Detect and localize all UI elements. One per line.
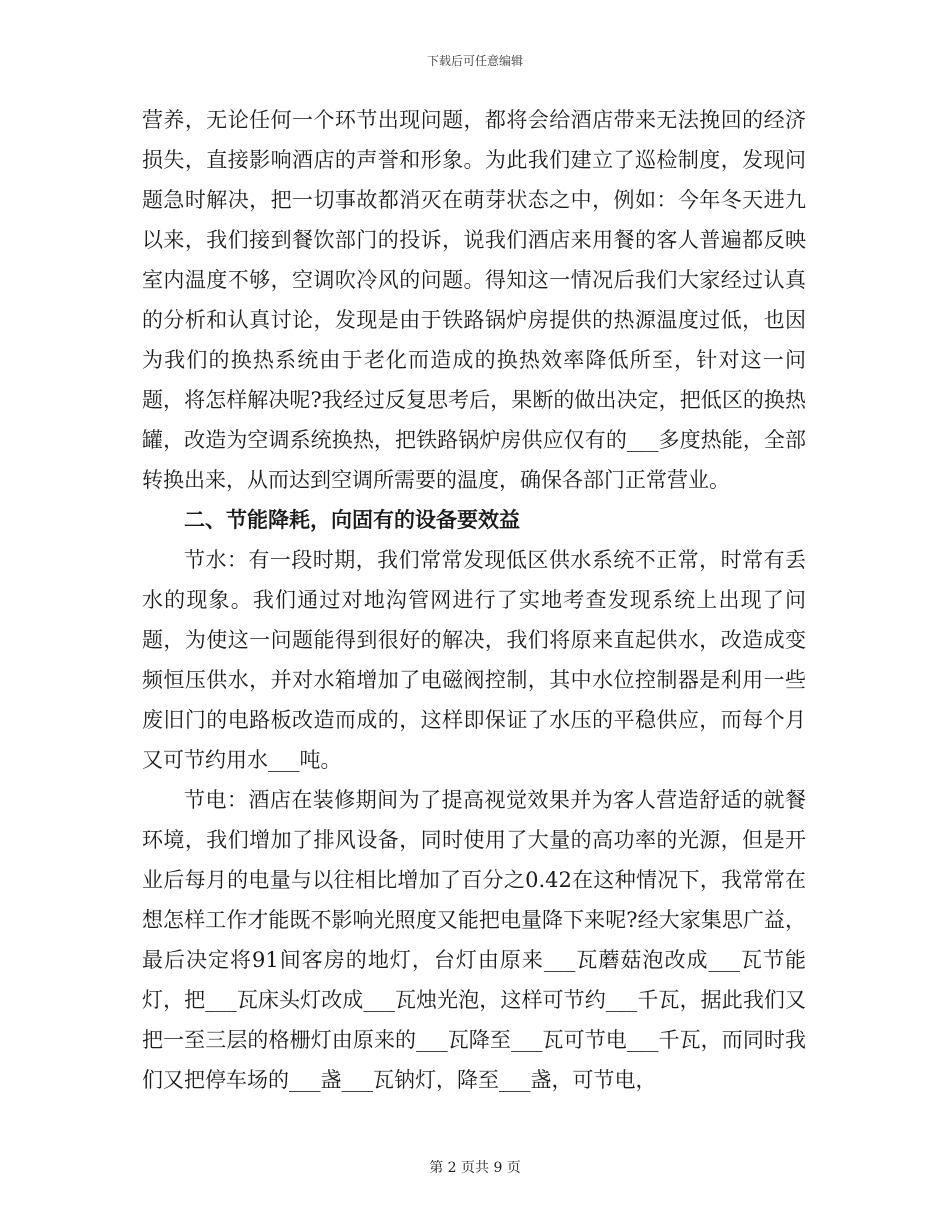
page-header: 下载后可任意编辑: [426, 54, 523, 68]
paragraph-power-saving: 节电：酒店在装修期间为了提高视觉效果并为客人营造舒适的就餐环境，我们增加了排风设备，同时使用了大量的高功率的光源，但是开业后每月的电量与以往相比增加了百分之0.42在这种情况下，我常常在想怎样工作才能既不影响光照度又能把电量降下来呢?经大家集思广益，最后决定将91间客房的地灯，台灯由原来___瓦蘑菇泡改成___瓦节能灯，把___瓦床头灯改成___瓦烛光泡，这样可节约___千瓦，据此我们又把一至三层的格栅灯由原来的___瓦降至___瓦可节电___千瓦，而同时我们又把停车场的___盏___瓦钠灯，降至___盏，可节电，: [142, 788, 806, 1092]
section-heading: 二、节能降耗，向固有的设备要效益: [184, 508, 520, 532]
page-footer: 第 2 页共 9 页: [429, 1160, 521, 1176]
paragraph-1: 营养，无论任何一个环节出现问题，都将会给酒店带来无法挽回的经济损失，直接影响酒店的声誉和形象。为此我们建立了巡检制度，发现问题急时解决，把一切事故都消灭在萌芽状态之中，例如：今年冬天进九以来，我们接到餐饮部门的投诉，说我们酒店来用餐的客人普遍都反映室内温度不够，空调吹冷风的问题。得知这一情况后我们大家经过认真的分析和认真讨论，发现是由于铁路锅炉房提供的热源温度过低，也因为我们的换热系统由于老化而造成的换热效率降低所至，针对这一问题，将怎样解决呢?我经过反复思考后，果断的做出决定，把低区的换热罐，改造为空调系统换热，把铁路锅炉房供应仅有的___多度热能，全部转换出来，从而达到空调所需要的温度，确保各部门正常营业。: [142, 108, 806, 492]
document-body: [142, 100, 806, 1100]
paragraph-water-saving: 节水：有一段时期，我们常常发现低区供水系统不正常，时常有丢水的现象。我们通过对地沟管网进行了实地考查发现系统上出现了问题，为使这一问题能得到很好的解决，我们将原来直起供水，改造成变频恒压供水，并对水箱增加了电磁阀控制，其中水位控制器是利用一些废旧门的电路板改造而成的，这样即保证了水压的平稳供应，而每个月又可节约用水___吨。: [142, 548, 806, 772]
